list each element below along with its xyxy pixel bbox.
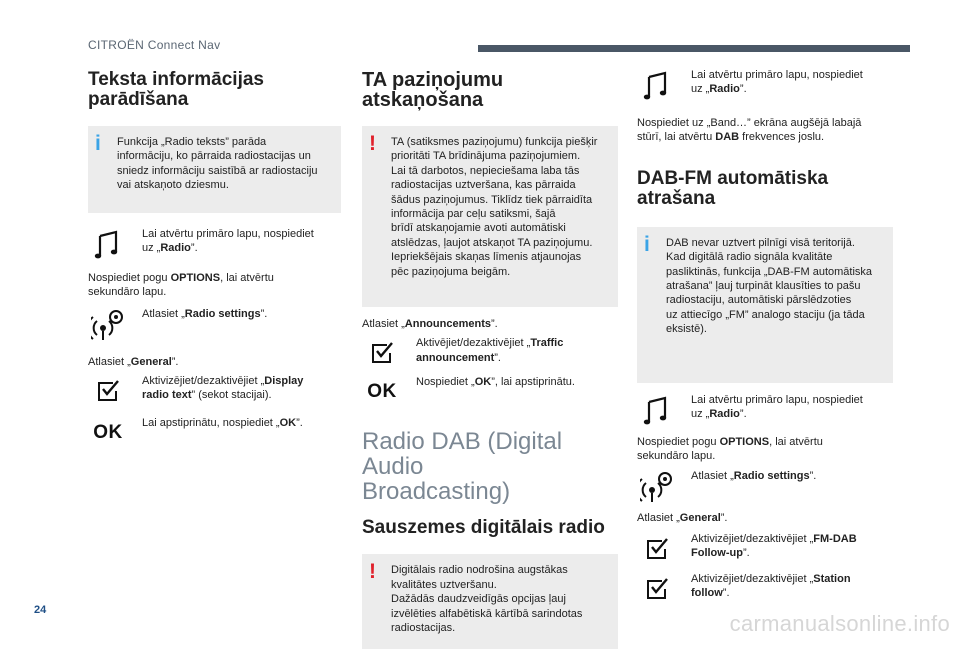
step-text — [142, 307, 267, 321]
step-bold: Radio — [160, 242, 191, 255]
para-bold: Announcements — [404, 318, 491, 331]
step-text-end: ”. — [260, 308, 268, 321]
header-bar — [478, 45, 910, 52]
radio-settings-icon — [637, 469, 677, 503]
step-bold: OK — [474, 376, 492, 389]
step-text-part: Lai atvērtu primāro lapu, nospiediet uz „ — [142, 227, 314, 255]
paragraph-announcements — [362, 317, 618, 331]
info-text: Funkcija „Radio teksts” parāda informāciju, ko pārraida radiostacijas un sniedz informāciju saistībā ar radiostaciju vai atskaņoto dziesmu. — [117, 136, 318, 192]
step-text — [142, 227, 314, 256]
step-text — [691, 532, 857, 561]
radio-settings-icon — [88, 307, 128, 341]
step-text — [691, 469, 816, 483]
step-text-part: Atlasiet „ — [691, 470, 734, 483]
step-text-end: ”. — [722, 587, 730, 600]
step-text-end: ”, lai apstiprinātu. — [491, 376, 575, 389]
para-text: ”. — [720, 512, 728, 525]
warning-note — [362, 554, 618, 649]
title-line: Broadcasting) — [362, 478, 511, 506]
step-radio — [637, 393, 893, 427]
step-text-end: ”. — [809, 470, 817, 483]
step-radio — [637, 68, 893, 102]
step-text-end: ”. — [494, 351, 501, 364]
dab-title — [362, 429, 618, 504]
step-fm-dab-follow-up — [637, 532, 893, 566]
para-text: ”. — [171, 356, 179, 369]
step-bold: FM-DAB Follow-up — [691, 532, 857, 560]
step-bold: Radio settings — [733, 470, 810, 483]
step-text-end: ”. — [742, 547, 750, 560]
para-text: Nospiediet uz „Band…” ekrāna augšējā labajā stūrī, lai atvērtu — [637, 117, 862, 144]
step-bold: Radio — [709, 408, 740, 421]
step-traffic-announcement — [362, 336, 618, 370]
section-title: DAB-FM automātiska atrašana — [637, 167, 829, 209]
para-text: frekvences joslu. — [739, 131, 825, 144]
checkbox-icon — [88, 374, 128, 408]
para-text: Nospiediet pogu — [637, 435, 720, 448]
step-text — [142, 374, 303, 403]
step-bold: Radio — [709, 83, 740, 96]
checkbox-icon — [637, 572, 677, 606]
para-text: , lai atvērtu sekundāro lapu. — [637, 435, 823, 463]
para-text: Atlasiet „ — [88, 356, 131, 369]
ok-icon — [362, 375, 402, 409]
step-text — [691, 393, 863, 422]
para-text: Atlasiet „ — [637, 512, 680, 525]
step-text-part: Atlasiet „ — [142, 308, 185, 321]
step-text — [142, 416, 303, 430]
paragraph-options — [88, 271, 341, 300]
step-text-part: Lai atvērtu primāro lapu, nospiediet uz „ — [691, 69, 863, 96]
ok-label: OK — [93, 421, 123, 443]
step-radio — [88, 227, 341, 261]
para-bold: General — [130, 356, 172, 369]
para-bold: OPTIONS — [719, 435, 770, 448]
step-text-part: Aktivizējiet/dezaktivējiet „ — [691, 532, 814, 545]
step-text — [416, 336, 563, 365]
column-ta — [362, 60, 618, 649]
music-note-icon — [88, 227, 128, 261]
section-title — [88, 70, 341, 110]
step-text — [691, 572, 851, 601]
step-text — [691, 68, 863, 97]
step-bold: Display radio text — [142, 374, 304, 402]
paragraph-general — [637, 511, 893, 525]
info-note — [88, 126, 341, 213]
para-text: , lai atvērtu sekundāro lapu. — [88, 271, 274, 299]
step-text-end: ”. — [739, 408, 747, 421]
step-display-radio-text — [88, 374, 341, 408]
brand-header: CITROËN Connect Nav — [88, 38, 221, 52]
step-text-part: Nospiediet „ — [416, 376, 475, 389]
ok-label: OK — [367, 381, 397, 403]
step-text-end: ”. — [739, 83, 747, 96]
para-bold: OPTIONS — [170, 271, 221, 284]
step-text — [416, 375, 575, 389]
step-text-part: Aktivizējiet/dezaktivējiet „ — [691, 572, 814, 585]
paragraph-general — [88, 355, 341, 369]
step-radio-settings — [637, 469, 893, 503]
page-number: 24 — [34, 604, 47, 616]
step-text-part: Lai atvērtu primāro lapu, nospiediet uz „ — [691, 393, 863, 421]
step-bold: Radio settings — [184, 308, 261, 321]
paragraph-band — [637, 116, 893, 145]
step-bold: Station follow — [691, 572, 851, 600]
step-text-part: Aktivizējiet/dezaktivējiet „ — [142, 374, 265, 387]
step-station-follow — [637, 572, 893, 606]
para-text: Atlasiet „ — [362, 318, 405, 331]
step-bold: Traffic announcement — [416, 337, 564, 364]
column-teksta — [88, 60, 341, 450]
title-line: Teksta informācijas — [88, 69, 265, 90]
checkbox-icon — [362, 336, 402, 370]
sub-title: Sauszemes digitālais radio — [362, 517, 605, 539]
column-dab — [637, 60, 893, 606]
info-icon: i — [644, 232, 650, 256]
title-line: parādīšana — [88, 89, 189, 110]
warning-text: TA (satiksmes paziņojumu) funkcija piešķir prioritāti TA brīdinājuma paziņojumiem. Lai tā darbotos, nepieciešama laba tās radiostacijas uztveršana, kas pārraida šādus paziņojumus. Tiklīdz tiek pārraidīta informācija par ceļu satiksmi, šajā brīdī atskaņojamie avoti automātiski atslēdzas, ļaujot atskaņot TA paziņojumu. Iepriekšējais skaņas līmenis atjaunojas pēc paziņojuma beigām. — [391, 136, 598, 278]
paragraph-options — [637, 435, 893, 464]
para-bold: DAB — [715, 131, 740, 144]
step-radio-settings — [88, 307, 341, 341]
warning-icon: ! — [369, 132, 376, 155]
music-note-icon — [637, 68, 677, 102]
info-icon: i — [95, 132, 101, 155]
para-text: Nospiediet pogu — [88, 271, 171, 284]
step-text-end: ”. — [190, 242, 198, 255]
step-text-end: ” (sekot stacijai). — [191, 389, 272, 402]
section-title: TA paziņojumu atskaņošana — [362, 69, 504, 111]
warning-text: Digitālais radio nodrošina augstākas kvalitātes uztveršanu. Dažādās daudzveidīgās opcijas ļauj izvēlēties alfabētiskā kārtībā sarindotas radiostacijas. — [391, 564, 583, 635]
step-bold: OK — [279, 416, 297, 429]
step-text-part: Aktivējiet/dezaktivējiet „ — [416, 337, 531, 350]
watermark: carmanualsonline.info — [729, 611, 950, 636]
warning-icon: ! — [369, 560, 376, 584]
warning-note — [362, 126, 618, 307]
step-text-end: ”. — [296, 416, 303, 429]
para-bold: General — [679, 512, 721, 525]
step-text-part: Lai apstiprinātu, nospiediet „ — [142, 416, 280, 429]
info-note — [637, 227, 893, 383]
ok-icon — [88, 416, 128, 450]
para-text: ”. — [490, 318, 498, 331]
title-line: Radio DAB (Digital Audio — [362, 428, 563, 481]
music-note-icon — [637, 393, 677, 427]
step-ok — [362, 375, 618, 409]
checkbox-icon — [637, 532, 677, 566]
info-text: DAB nevar uztvert pilnīgi visā teritorijā. Kad digitālā radio signāla kvalitāte pasliktinās, funkcija „DAB-FM automātiska atrašana” ļauj turpināt klausīties to pašu radiostaciju, automātiski pārslēdzoties uz attiecīgo „FM” analogo staciju (ja tāda eksistē). — [666, 236, 873, 336]
step-ok — [88, 416, 341, 450]
